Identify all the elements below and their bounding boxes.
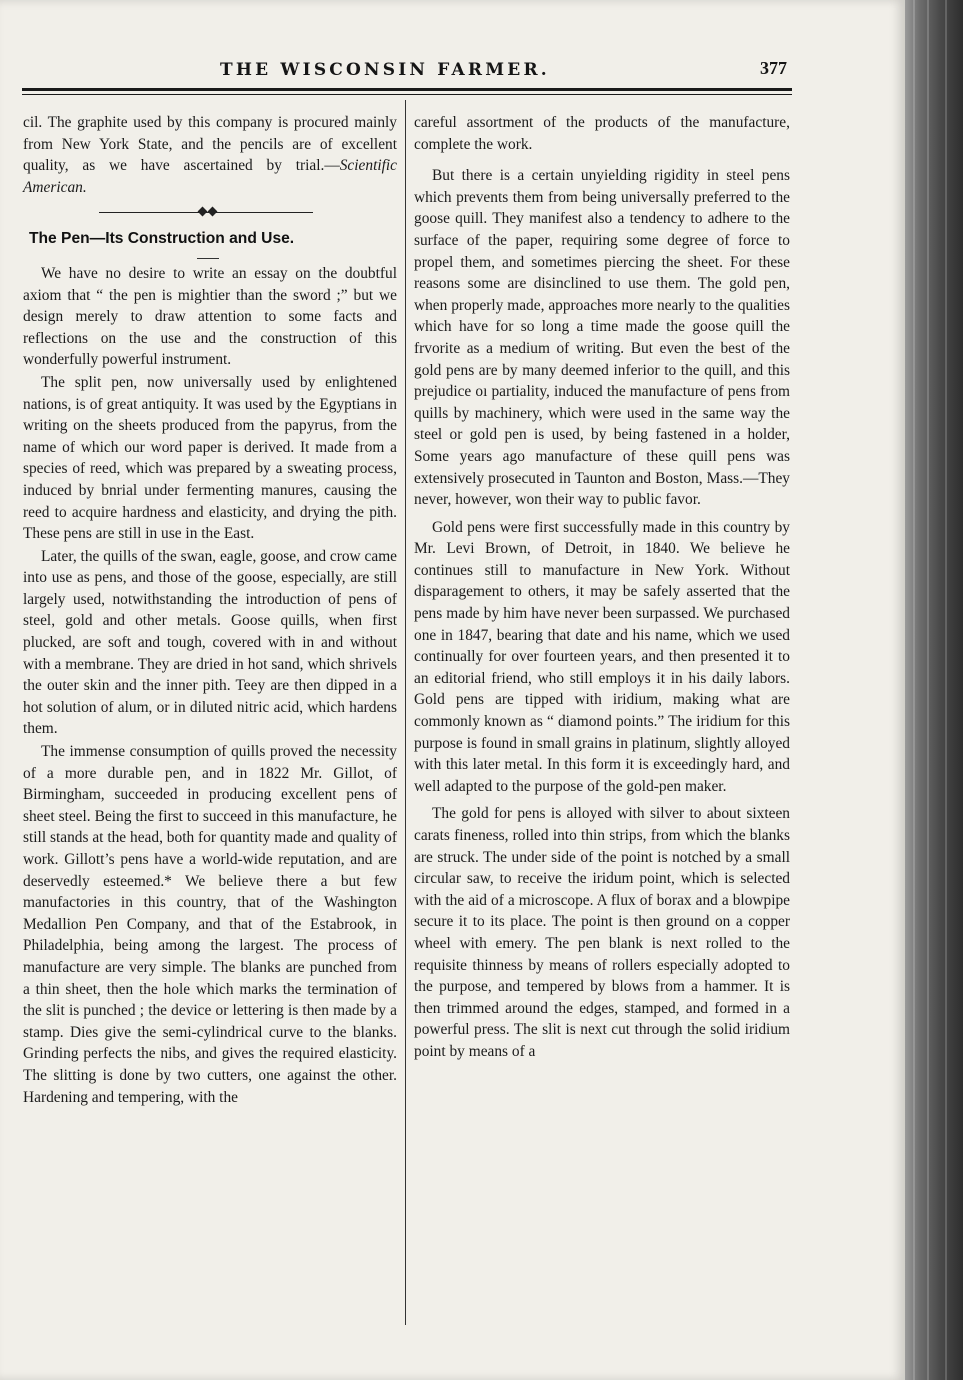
spine-stripe bbox=[927, 0, 929, 1380]
right-column bbox=[414, 112, 790, 1063]
paragraph: The split pen, now universally used by enlightened nations, is of great antiquity. It was used by the Egyptians in writing on the sheets produced from the papyrus, from the name of which our word paper is derived. It made from a species of reed, which was prepared by a sweating process, induced by bnrial under fermenting manures, causing the reed to acquire hardness and elasticity, and drying the pith. These pens are still in use in the East. bbox=[23, 373, 397, 543]
ornament-dot-right bbox=[208, 207, 218, 217]
paragraph: The immense consumption of quills proved the necessity of a more durable pen, and in 1822 Mr. Gillot, of Birmingham, succeeded in producing excellent pens of sheet steel. Being the first to succeed in this manufacture, he still stands at the head, both for quantity made and quality of work. Gillott’s pens have a world-wide reputation, and are deservedly esteemed.* We believe there a but few manufactories in this country, that of the Washington Medallion Pen Company, and that of the Estabrook, in Philadelphia, being among the largest. The process of manufacture are very simple. The blanks are punched from a thin sheet, then the hole which marks the termination of the slit is punched ; the device or lettering is then made by a stamp. Dies give the semi-cylindrical curve to the blanks. Grinding perfects the nibs, and gives the required elasticity. The slitting is done by two cutters, one against the other. Hardening and tempering, with the bbox=[23, 743, 397, 1106]
paragraph: Gold pens were first successfully made in this country by Mr. Levi Brown, of Detroit, in 1840. We believe he continues still to manufacture in New York. Without disparagement to others, it may be safely asserted that the pens made by him have never been surpassed. We purchased one in 1847, bearing that date and his name, which we used continually for over fourteen years, and then presented it to an editorial friend, who still employs it in his daily labors. Gold pens are tipped with iridium, making what are commonly known as “ diamond points.” The iridium for this purpose is found in small grains in platinum, slightly alloyed with this later metal. In this form it is exceedingly hard, and well adapted to the purpose of the gold-pen maker. bbox=[414, 518, 790, 795]
paragraph: careful assortment of the products of the manufacture, complete the work. bbox=[414, 114, 790, 153]
running-header bbox=[22, 58, 797, 86]
spine-stripe bbox=[913, 0, 915, 1380]
spine-stripe bbox=[945, 0, 947, 1380]
left-column bbox=[23, 112, 397, 1108]
column-divider bbox=[405, 100, 406, 1325]
continued-text: cil. The graphite used by this company is procured mainly from New York State, and the pencils are of excellent quality, as we have ascertained by trial.— bbox=[23, 114, 397, 175]
paragraph: Later, the quills of the swan, eagle, goose, and crow came into use as pens, and those of the goose, especially, are still largely used, notwithstanding the introduction of pens of steel, gold and other metals. Goose quills, when first plucked, are soft and tough, covered with in and without with a membrane. They are dried in hot sand, which shrivels the outer skin and the inner pith. Teey are then dipped in a hot solution of alum, or in diluted nitric acid, which hardens them. bbox=[23, 547, 397, 738]
continued-paragraph bbox=[23, 112, 397, 198]
header-rule-thick bbox=[22, 88, 792, 91]
header-rule-thin bbox=[22, 94, 792, 95]
book-spine-edge bbox=[905, 0, 963, 1380]
paragraph: But there is a certain unyielding rigidity in steel pens which prevents them from being universally preferred to the goose quill. They manifest also a tendency to adhere to the surface of the paper, requiring some degree of force to propel them, and sometimes piercing the sheet. For these reasons some are disinclined to use them. The gold pen, when properly made, approaches more nearly to the qualities which have for so long a time made the goose quill the frvorite as a medium of writing. But even the best of the gold pens are by many deemed inferior to the quill, and this prejudice oı partiality, induced the manufacture of pens from quills by machinery, which were used in the same way the steel or gold pen is used, by being fastened in a holder, Some years ago manufacture of these quill pens was extensively prosecuted in Taunton and Boston, Mass.—They never, however, won their way to public favor. bbox=[414, 167, 790, 509]
paragraph: We have no desire to write an essay on the doubtful axiom that “ the pen is mightier than the sword ;” but we design merely to draw attention to some facts and reflections on the use and the construction of this wonderfully powerful instrument. bbox=[23, 264, 397, 369]
ornament-dot-left bbox=[198, 207, 208, 217]
source-citation: Scientific American. bbox=[23, 157, 397, 196]
paragraph: The gold for pens is alloyed with silver to about sixteen carats fineness, rolled into thin strips, from which the blanks are struck. The under side of the point is notched by a small circular saw, to receive the iridum point, which is selected with the aid of a microscope. A flux of borax and a blowpipe secure it to its place. The point is then ground on a copper wheel with emery. The pen blank is next rolled to the requisite thinness by means of rollers especially adopted to the purpose, and tempered by blows from a hammer. It is then trimmed around the edges, stamped, and formed in a powerful press. The slit is next cut through the solid iridium point by means of a bbox=[414, 805, 790, 1060]
section-ornament bbox=[99, 206, 313, 218]
journal-title: THE WISCONSIN FARMER. bbox=[220, 60, 550, 80]
article-title: The Pen—Its Construction and Use. bbox=[29, 230, 295, 248]
page-number: 377 bbox=[760, 58, 787, 78]
title-rule bbox=[197, 258, 219, 259]
